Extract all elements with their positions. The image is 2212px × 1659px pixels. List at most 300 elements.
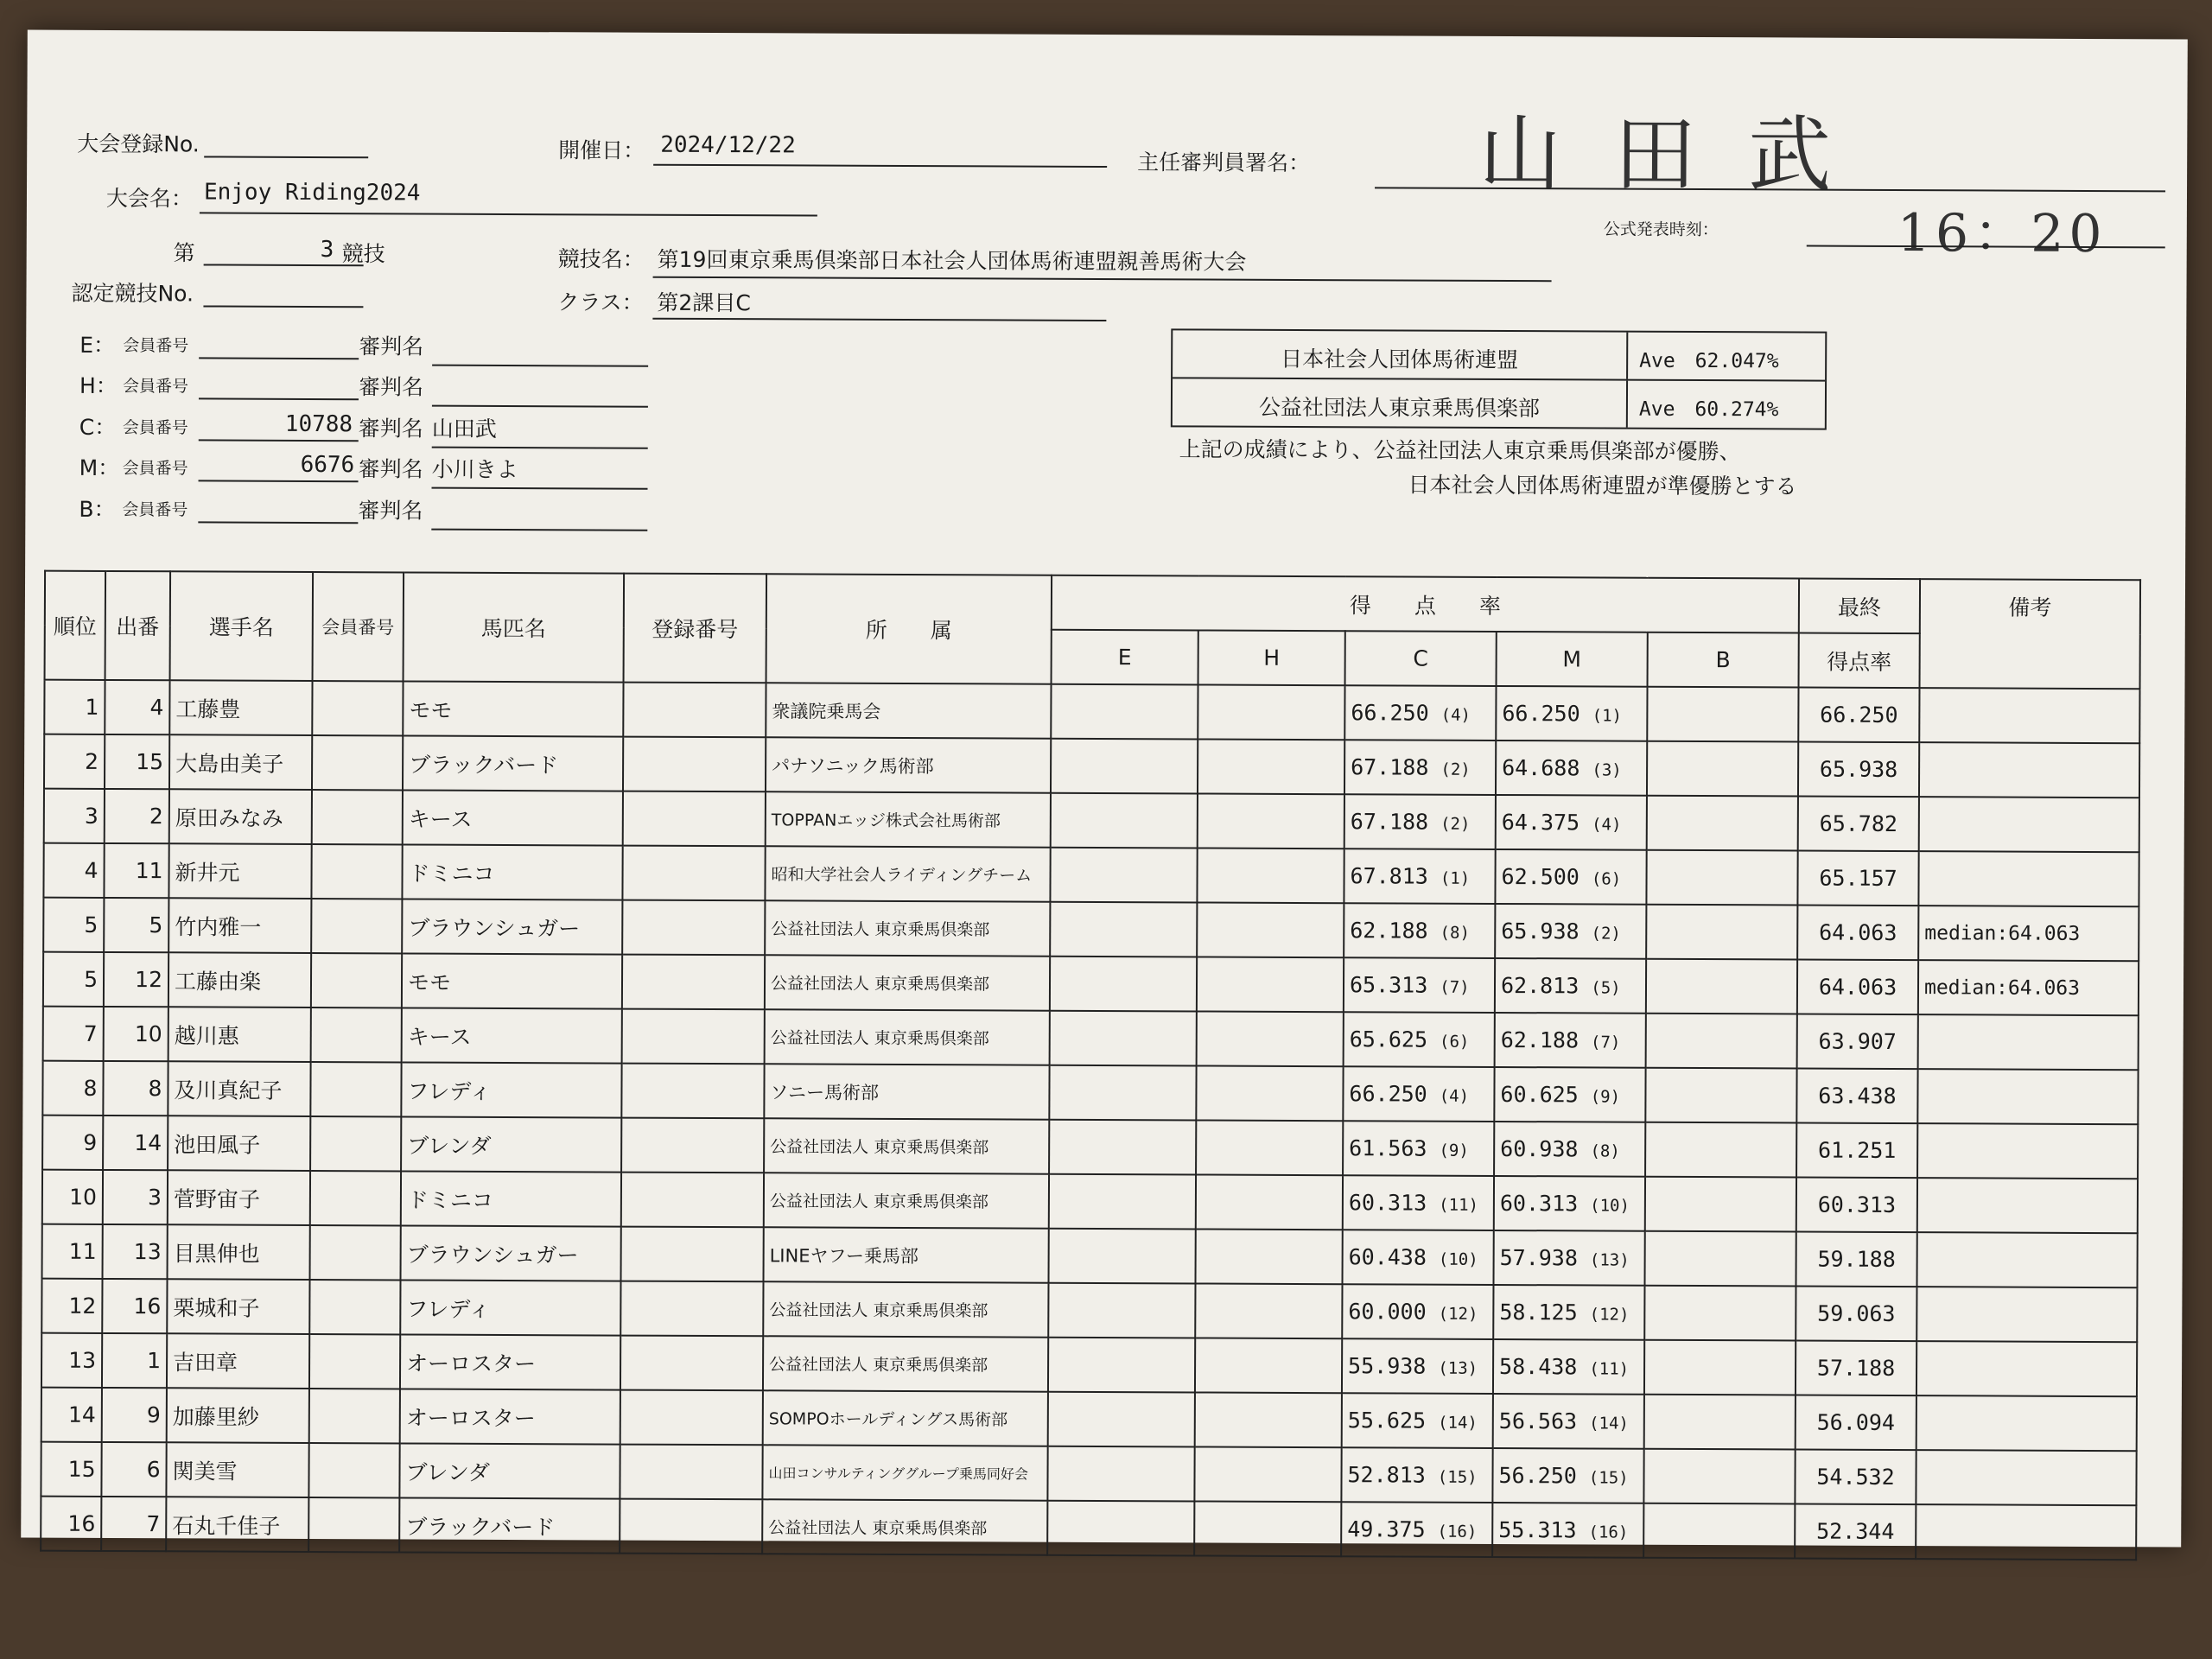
member-no	[310, 1116, 401, 1171]
score-h	[1196, 1065, 1343, 1121]
table-row	[41, 1442, 2136, 1506]
score-c-value: 66.250	[1351, 700, 1429, 726]
score-h	[1198, 684, 1344, 740]
score-h	[1197, 1011, 1344, 1066]
start-no: 6	[101, 1442, 166, 1497]
score-m-rank: (2)	[1591, 924, 1621, 944]
horse-name: ブラウンシュガー	[402, 899, 622, 954]
score-c	[1344, 903, 1495, 958]
score-h	[1197, 957, 1344, 1012]
rider-name: 池田風子	[168, 1116, 310, 1171]
member-no	[309, 1280, 400, 1334]
team-average-row	[1173, 377, 1825, 428]
notes	[1916, 1287, 2137, 1342]
score-e	[1047, 1446, 1194, 1502]
table-row	[42, 1116, 2138, 1179]
table-row	[43, 1007, 2139, 1071]
score-c	[1344, 794, 1496, 849]
final-score: 59.188	[1796, 1231, 1916, 1287]
score-c-value: 55.938	[1348, 1353, 1427, 1379]
score-b	[1646, 959, 1797, 1014]
score-m	[1496, 741, 1647, 796]
score-m-rank: (10)	[1590, 1196, 1630, 1216]
score-m-value: 62.500	[1501, 864, 1580, 890]
score-h	[1198, 793, 1344, 849]
horse-name: ブラックバード	[403, 735, 623, 791]
score-m	[1494, 1176, 1645, 1231]
judge-label: 審判名	[358, 456, 423, 482]
final-score: 60.313	[1796, 1177, 1917, 1232]
score-c	[1342, 1284, 1493, 1339]
score-sheet	[21, 30, 2188, 1548]
final-score: 65.938	[1798, 742, 1919, 798]
notes	[1916, 1504, 2136, 1560]
start-no: 4	[105, 680, 169, 734]
score-b	[1644, 1395, 1796, 1450]
team-name: 日本社会人団体馬術連盟	[1173, 330, 1628, 378]
score-c	[1342, 1393, 1493, 1448]
col-c: C	[1345, 631, 1497, 686]
final-score: 64.063	[1797, 960, 1918, 1015]
score-c-value: 65.625	[1349, 1027, 1428, 1052]
score-m-rank: (9)	[1590, 1087, 1621, 1107]
rank: 8	[42, 1061, 103, 1116]
affiliation: 公益社団法人 東京乗馬倶楽部	[763, 1336, 1048, 1391]
horse-name: オーロスター	[400, 1389, 620, 1444]
affiliation: ソニー馬術部	[764, 1064, 1049, 1119]
score-c	[1344, 957, 1495, 1013]
date-label: 開催日：	[558, 137, 645, 163]
start-no: 13	[103, 1224, 168, 1279]
score-m	[1493, 1339, 1644, 1395]
judge-pos: E：	[79, 332, 116, 358]
judge-line	[432, 365, 648, 367]
rank: 13	[41, 1333, 102, 1388]
score-m	[1492, 1448, 1643, 1503]
rank: 2	[44, 734, 105, 789]
judge-pos: C：	[79, 414, 117, 441]
rider-name: 吉田章	[167, 1333, 309, 1389]
score-m-rank: (14)	[1589, 1414, 1629, 1433]
member-line	[198, 521, 358, 524]
score-m-rank: (11)	[1589, 1359, 1630, 1379]
rank: 10	[42, 1170, 103, 1224]
notes	[1916, 1395, 2137, 1451]
table-row	[44, 680, 2139, 744]
score-c-value: 60.000	[1348, 1299, 1427, 1325]
score-e	[1051, 793, 1198, 849]
judge-label: 審判名	[358, 374, 424, 400]
start-no: 11	[104, 843, 168, 898]
reg-no	[622, 846, 765, 901]
score-c-value: 67.813	[1350, 863, 1428, 889]
notes	[1918, 851, 2139, 906]
member-no	[308, 1497, 399, 1552]
affiliation: 公益社団法人 東京乗馬倶楽部	[763, 1281, 1048, 1337]
score-b	[1647, 741, 1798, 797]
score-m-rank: (8)	[1590, 1141, 1620, 1161]
start-no: 2	[105, 789, 169, 843]
judge-label: 審判名	[358, 416, 423, 442]
score-m-rank: (7)	[1590, 1033, 1621, 1052]
table-row	[42, 1061, 2138, 1125]
score-m-value: 60.625	[1500, 1082, 1579, 1108]
score-m-rank: (13)	[1589, 1250, 1630, 1270]
reg-no	[620, 1336, 763, 1391]
notes	[1919, 742, 2139, 798]
final-score: 59.063	[1796, 1286, 1916, 1341]
affiliation: 公益社団法人 東京乗馬倶楽部	[765, 955, 1050, 1010]
class-label: クラス：	[557, 289, 644, 315]
score-h	[1196, 1174, 1343, 1230]
dai-label: 第	[173, 240, 195, 266]
score-m-value: 65.938	[1501, 918, 1580, 944]
member-no	[310, 1171, 401, 1225]
kyogi-label: 競技	[341, 241, 385, 267]
member-no	[311, 899, 402, 953]
score-c-rank: (1)	[1440, 868, 1471, 888]
col-horse: 馬匹名	[404, 572, 625, 682]
final-score: 52.344	[1795, 1503, 1916, 1559]
team-name: 公益社団法人東京乗馬倶楽部	[1173, 378, 1628, 427]
table-row	[44, 734, 2139, 798]
score-e	[1050, 1011, 1197, 1066]
date-line	[653, 164, 1107, 168]
score-c-rank: (16)	[1437, 1522, 1478, 1541]
score-e	[1051, 684, 1198, 740]
score-e	[1049, 1065, 1196, 1121]
header-row-1	[45, 571, 2140, 635]
score-c-value: 49.375	[1347, 1516, 1426, 1542]
score-h	[1195, 1283, 1342, 1338]
rider-name: 工藤豊	[169, 680, 312, 735]
col-e: E	[1052, 630, 1198, 685]
rider-name: 関美雪	[166, 1442, 308, 1497]
score-c	[1344, 1012, 1495, 1067]
start-no: 15	[105, 734, 169, 789]
member-line	[199, 439, 359, 442]
reg-no-line	[204, 156, 368, 158]
start-no: 10	[104, 1007, 168, 1061]
results-body	[41, 680, 2139, 1560]
competition-no-line	[204, 264, 364, 266]
affiliation: 公益社団法人 東京乗馬倶楽部	[764, 1118, 1049, 1173]
member-no	[312, 790, 403, 844]
horse-name: ブラウンシュガー	[401, 1225, 621, 1281]
rank: 14	[41, 1388, 102, 1442]
score-e	[1049, 1174, 1196, 1230]
member-label: 会員番号	[122, 459, 188, 479]
score-b	[1646, 905, 1797, 960]
judge-line	[432, 447, 648, 449]
member-no	[308, 1443, 399, 1497]
announce-time-label: 公式発表時刻：	[1603, 219, 1719, 240]
start-no: 16	[102, 1279, 167, 1333]
score-m	[1495, 904, 1646, 959]
score-c-value: 62.188	[1350, 918, 1428, 944]
col-h: H	[1198, 630, 1345, 685]
score-m-value: 57.938	[1499, 1245, 1579, 1271]
col-start: 出番	[105, 571, 171, 680]
col-notes: 備考	[1920, 579, 2141, 689]
score-m-value: 58.125	[1499, 1300, 1578, 1325]
score-m	[1493, 1230, 1644, 1286]
member-no	[311, 844, 402, 899]
score-c	[1341, 1502, 1492, 1557]
notes: median:64.063	[1918, 960, 2139, 1015]
rank: 3	[44, 789, 105, 843]
table-row	[42, 1224, 2138, 1288]
member-line	[199, 357, 359, 359]
result-note-1: 上記の成績により、公益社団法人東京乗馬倶楽部が優勝、	[1179, 436, 1741, 465]
col-final-2: 得点率	[1799, 633, 1920, 689]
score-m	[1493, 1285, 1644, 1340]
score-m	[1494, 1067, 1645, 1122]
reg-no	[621, 1173, 764, 1228]
chief-judge-signature: 山田武	[1478, 105, 1884, 204]
score-h	[1194, 1501, 1341, 1556]
start-no: 1	[102, 1333, 167, 1388]
horse-name: ブラックバード	[399, 1497, 620, 1553]
reg-no	[622, 955, 765, 1010]
member-no	[312, 681, 403, 735]
horse-name: ブレンダ	[401, 1116, 621, 1172]
score-m-value: 64.375	[1501, 810, 1580, 836]
table-row	[42, 1170, 2138, 1234]
score-c-rank: (11)	[1439, 1195, 1479, 1215]
score-m-rank: (16)	[1588, 1522, 1629, 1542]
rider-name: 加藤里紗	[167, 1388, 309, 1443]
reg-no	[620, 1390, 763, 1446]
member-no	[312, 735, 403, 790]
reg-no	[623, 791, 766, 847]
score-e	[1051, 739, 1198, 794]
start-no: 7	[101, 1497, 166, 1551]
score-h	[1197, 848, 1344, 903]
judge-label: 審判名	[359, 334, 424, 359]
notes	[1916, 1341, 2137, 1396]
final-score: 66.250	[1798, 688, 1919, 743]
rank: 15	[41, 1442, 101, 1497]
reg-no	[621, 1064, 764, 1119]
class-value: 第2課目C	[657, 289, 751, 316]
notes	[1917, 1069, 2138, 1124]
start-no: 3	[103, 1170, 168, 1224]
start-no: 12	[104, 952, 168, 1007]
rider-name: 栗城和子	[167, 1279, 309, 1334]
horse-name: オーロスター	[400, 1334, 620, 1389]
final-score: 63.438	[1796, 1069, 1917, 1124]
score-b	[1647, 796, 1798, 851]
score-m-rank: (15)	[1588, 1468, 1629, 1488]
horse-name: フレディ	[400, 1280, 620, 1335]
score-e	[1048, 1392, 1195, 1447]
score-m-value: 56.563	[1498, 1408, 1578, 1434]
score-c-rank: (14)	[1438, 1413, 1478, 1433]
score-c	[1344, 849, 1495, 904]
notes	[1919, 688, 2139, 743]
score-c-rank: (7)	[1440, 977, 1470, 997]
score-m-value: 55.313	[1498, 1516, 1577, 1543]
date-value: 2024/12/22	[660, 131, 796, 159]
score-c-value: 52.813	[1347, 1462, 1426, 1488]
rider-name: 越川惠	[168, 1007, 311, 1062]
final-score: 56.094	[1796, 1395, 1916, 1450]
affiliation: パナソニック馬術部	[766, 737, 1051, 792]
score-c-rank: (4)	[1440, 705, 1471, 725]
judge-pos: M：	[79, 454, 120, 481]
horse-name: ドミニコ	[402, 844, 622, 899]
horse-name: キース	[402, 1007, 622, 1063]
score-c-rank: (4)	[1439, 1086, 1470, 1106]
reg-no	[620, 1499, 762, 1554]
member-no	[310, 1225, 401, 1280]
score-c	[1343, 1121, 1494, 1176]
notes	[1917, 1123, 2138, 1179]
score-c-value: 61.563	[1349, 1135, 1427, 1161]
notes	[1918, 1014, 2139, 1070]
member-label: 会員番号	[122, 500, 188, 520]
member-label: 会員番号	[122, 377, 189, 397]
rider-name: 菅野宙子	[168, 1170, 310, 1225]
team-average: Ave 60.274%	[1638, 397, 1779, 422]
team-average: Ave 62.047%	[1639, 349, 1779, 373]
affiliation: 衆議院乗馬会	[766, 683, 1051, 738]
judge-pos: B：	[79, 496, 116, 523]
score-m-rank: (1)	[1592, 706, 1623, 726]
score-c-rank: (13)	[1438, 1358, 1478, 1378]
final-score: 61.251	[1796, 1123, 1917, 1179]
reg-no-label: 大会登録No.	[77, 130, 200, 157]
judge-member-no: 6676	[300, 451, 355, 479]
horse-name: フレディ	[401, 1062, 621, 1117]
rider-name: 新井元	[168, 843, 311, 899]
score-m	[1495, 1013, 1646, 1068]
rank: 11	[42, 1224, 103, 1279]
rank: 9	[42, 1116, 103, 1170]
judge-name: 山田武	[431, 416, 497, 442]
score-c	[1342, 1338, 1493, 1394]
score-e	[1047, 1501, 1194, 1556]
score-m-value: 64.688	[1502, 755, 1580, 781]
col-score-group: 得 点 率	[1052, 575, 1799, 633]
score-h	[1196, 1229, 1343, 1284]
affiliation: LINEヤフー乗馬部	[764, 1227, 1049, 1282]
score-m	[1493, 1394, 1644, 1449]
final-score: 54.532	[1795, 1449, 1916, 1504]
score-e	[1049, 1120, 1196, 1175]
score-c-value: 67.188	[1351, 754, 1429, 780]
reg-no	[623, 737, 766, 792]
reg-no	[621, 1118, 764, 1173]
certified-label: 認定競技No.	[71, 280, 194, 307]
notes	[1916, 1232, 2137, 1287]
horse-name: ブレンダ	[399, 1443, 620, 1498]
score-c-value: 66.250	[1349, 1081, 1427, 1107]
score-e	[1050, 957, 1197, 1012]
col-member: 会員番号	[313, 572, 404, 681]
table-row	[43, 898, 2139, 962]
score-m-value: 66.250	[1502, 701, 1580, 727]
score-m	[1496, 795, 1647, 850]
score-c	[1342, 1230, 1493, 1285]
score-c-rank: (2)	[1440, 760, 1471, 779]
notes	[1916, 1450, 2136, 1505]
table-row	[44, 789, 2139, 853]
final-score: 57.188	[1796, 1340, 1916, 1395]
col-rank: 順位	[45, 571, 106, 680]
score-e	[1050, 902, 1197, 957]
score-h	[1195, 1392, 1342, 1447]
event-name-label: 大会名：	[105, 185, 194, 212]
score-c-rank: (2)	[1440, 814, 1471, 834]
horse-name: モモ	[402, 953, 622, 1008]
affiliation: 公益社団法人 東京乗馬倶楽部	[764, 1173, 1049, 1228]
rider-name: 竹内雅一	[168, 898, 311, 953]
member-no	[311, 953, 402, 1007]
affiliation: 公益社団法人 東京乗馬倶楽部	[765, 900, 1050, 956]
score-m	[1495, 849, 1646, 905]
score-b	[1646, 1014, 1797, 1069]
score-m-value: 60.313	[1499, 1191, 1579, 1217]
score-e	[1049, 1229, 1196, 1284]
rank: 12	[41, 1279, 102, 1333]
table-row	[41, 1388, 2137, 1452]
table-row	[41, 1333, 2137, 1397]
start-no: 9	[102, 1388, 167, 1442]
team-average-box	[1171, 328, 1827, 429]
event-name-line	[200, 212, 817, 216]
rider-name: 石丸千佳子	[166, 1497, 308, 1552]
start-no: 8	[103, 1061, 168, 1116]
score-c-value: 60.438	[1348, 1244, 1427, 1270]
competition-name-value: 第19回東京乗馬倶楽部日本社会人団体馬術連盟親善馬術大会	[657, 246, 1247, 275]
score-h	[1194, 1446, 1341, 1502]
rank: 5	[43, 952, 104, 1007]
affiliation: 山田コンサルティンググループ乗馬同好会	[762, 1445, 1047, 1500]
notes	[1919, 797, 2139, 852]
score-b	[1643, 1449, 1795, 1504]
competition-no: 3	[320, 237, 334, 264]
score-h	[1198, 739, 1344, 794]
judge-line	[431, 529, 647, 531]
competition-name-label: 競技名：	[557, 246, 645, 272]
score-c	[1343, 1175, 1494, 1230]
score-c-value: 65.313	[1349, 972, 1428, 998]
rank: 5	[43, 898, 104, 952]
result-note-2: 日本社会人団体馬術連盟が準優勝とする	[1408, 472, 1797, 499]
score-c-rank: (9)	[1439, 1141, 1469, 1160]
final-score: 64.063	[1797, 906, 1918, 961]
results-table	[40, 570, 2141, 1561]
score-m-value: 60.938	[1500, 1136, 1579, 1162]
horse-name: ドミニコ	[401, 1171, 621, 1226]
table-row	[41, 1279, 2137, 1343]
member-no	[310, 1062, 401, 1116]
announce-time-value: 16：20	[1897, 202, 2107, 265]
reg-no	[622, 900, 765, 956]
rider-name: 原田みなみ	[169, 789, 312, 844]
rank: 7	[43, 1007, 104, 1061]
rank: 16	[41, 1497, 101, 1551]
judge-label: 審判名	[358, 498, 423, 524]
affiliation: 公益社団法人 東京乗馬倶楽部	[762, 1499, 1047, 1554]
competition-name-line	[653, 276, 1552, 283]
horse-name: モモ	[403, 681, 623, 736]
score-b	[1644, 1286, 1796, 1341]
notes: median:64.063	[1918, 906, 2139, 961]
score-c-rank: (12)	[1438, 1304, 1478, 1324]
